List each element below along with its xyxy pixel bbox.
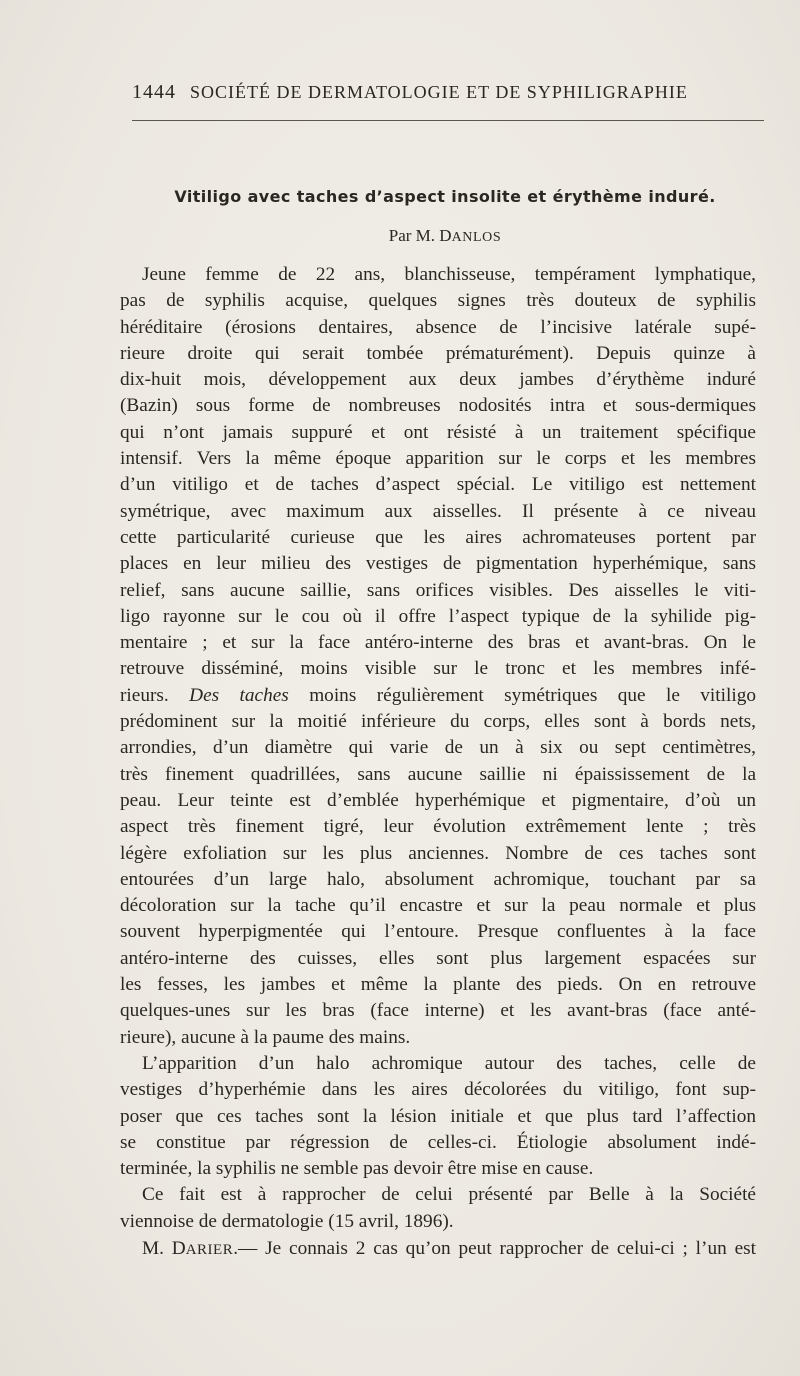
article-body: [120, 262, 756, 1235]
body-line: terminée, la syphilis ne semble pas devoir être mise en cause.: [120, 1158, 594, 1180]
byline-prefix: Par M. D: [388, 226, 452, 245]
running-title: SOCIÉTÉ DE DERMATOLOGIE ET DE SYPHILIGRAPHIE: [190, 82, 688, 102]
body-line: très finement quadrillées, sans aucune saillie ni épaississement de la: [120, 763, 756, 785]
body-line: cette particularité curieuse que les aires achromateuses portent par: [120, 526, 756, 548]
body-line: ligo rayonne sur le cou où il offre l’aspect typique de la syhilide pig-: [120, 605, 756, 627]
body-line-start: rieurs.: [120, 684, 169, 706]
page-number: 1444: [132, 81, 176, 103]
discussion: [120, 1236, 756, 1262]
body-line: viennoise de dermatologie (15 avril, 1896).: [120, 1210, 454, 1232]
body-line: qui n’ont jamais suppuré et ont résisté à un traitement spécifique: [120, 421, 756, 443]
article-title: Vitiligo avec taches d’aspect insolite et érythème induré.: [174, 187, 716, 206]
body-line: peau. Leur teinte est d’emblée hyperhémique et pigmentaire, d’où un: [120, 789, 756, 811]
body-line: (Bazin) sous forme de nombreuses nodosités intra et sous-dermiques: [120, 395, 756, 417]
byline-name: ANLOS: [451, 230, 502, 245]
body-line: Jeune femme de 22 ans, blanchisseuse, tempérament lymphatique,: [142, 264, 756, 285]
body-line: légère exfoliation sur les plus anciennes. Nombre de ces taches sont: [120, 842, 756, 864]
article-byline: [120, 226, 770, 246]
body-line: pas de syphilis acquise, quelques signes très douteux de syphilis: [120, 290, 756, 312]
body-line: dix-huit mois, développement aux deux jambes d’érythème induré: [120, 369, 756, 391]
running-header: [132, 81, 752, 104]
body-line: rieure), aucune à la paume des mains.: [120, 1026, 411, 1048]
body-line-rest: moins régulièrement symétriques que le vitiligo: [309, 684, 756, 706]
body-line: places en leur milieu des vestiges de pigmentation hyperhémique, sans: [120, 553, 756, 575]
body-line: poser que ces taches sont la lésion initiale et que plus tard l’affection: [120, 1105, 756, 1127]
body-line: relief, sans aucune saillie, sans orifices visibles. Des aisselles le viti-: [120, 579, 756, 601]
body-line: aspect très finement tigré, leur évolution extrêmement lente ; très: [120, 816, 756, 838]
body-line: entourées d’un large halo, absolument achromique, touchant par sa: [120, 868, 756, 890]
speaker-prefix: M. D: [142, 1238, 186, 1259]
discussion-line: [120, 1236, 756, 1262]
body-line: d’un vitiligo et de taches d’aspect spécial. Le vitiligo est nettement: [120, 474, 756, 496]
body-italic-phrase: Des taches: [189, 684, 289, 706]
body-line: antéro-interne des cuisses, elles sont plus largement espacées sur: [120, 947, 756, 969]
body-line: souvent hyperpigmentée qui l’entoure. Presque confluentes à la face: [120, 921, 756, 943]
body-line: mentaire ; et sur la face antéro-interne des bras et avant-bras. On le: [120, 632, 756, 654]
speaker-name: ARIER: [185, 1242, 234, 1258]
header-rule: [132, 120, 764, 121]
body-line: vestiges d’hyperhémie dans les aires décolorées du vitiligo, font sup-: [120, 1079, 756, 1101]
body-line: les fesses, les jambes et même la plante des pieds. On en retrouve: [120, 974, 756, 996]
body-line: rieure droite qui serait tombée prématurément). Depuis quinze à: [120, 342, 756, 364]
body-line: se constitue par régression de celles-ci. Étiologie absolument indé-: [120, 1131, 756, 1153]
body-line: prédominent sur la moitié inférieure du corps, elles sont à bords nets,: [120, 711, 756, 733]
discussion-text: .— Je connais 2 cas qu’on peut rapprocher de celui-ci ; l’un est: [233, 1238, 756, 1259]
body-line: intensif. Vers la même époque apparition sur le corps et les membres: [120, 448, 756, 470]
body-line: retrouve disséminé, moins visible sur le tronc et les membres infé-: [120, 658, 756, 680]
body-line: décoloration sur la tache qu’il encastre et sur la peau normale et plus: [120, 895, 756, 917]
body-line-mixed: [120, 683, 756, 709]
body-line: Ce fait est à rapprocher de celui présenté par Belle à la Société: [142, 1184, 756, 1206]
body-line: arrondies, d’un diamètre qui varie de un à six ou sept centimètres,: [120, 737, 756, 759]
body-line: L’apparition d’un halo achromique autour des taches, celle de: [142, 1052, 756, 1074]
body-line: symétrique, avec maximum aux aisselles. Il présente à ce niveau: [120, 500, 756, 522]
body-line: quelques-unes sur les bras (face interne) et les avant-bras (face anté-: [120, 1000, 756, 1022]
body-line: héréditaire (érosions dentaires, absence de l’incisive latérale supé-: [120, 316, 756, 338]
